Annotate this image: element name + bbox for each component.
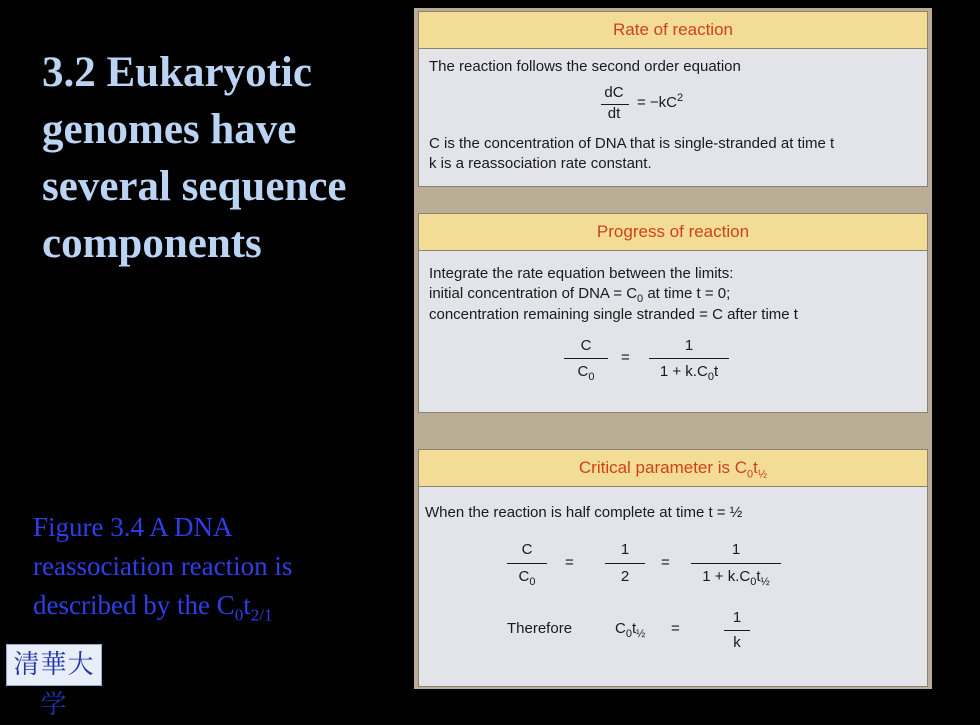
rate-eq-rhs-text: = −kC	[637, 94, 678, 111]
caption-t: t	[243, 590, 251, 620]
critical-heading-text: Critical parameter is C	[578, 458, 748, 477]
critical-rhs-bar	[691, 563, 781, 564]
slide-title: 3.2 Eukaryotic genomes have several sequence components	[42, 49, 347, 267]
critical-heading-t: t	[753, 458, 758, 477]
critical-frac-num: C	[521, 541, 533, 558]
final-num: 1	[732, 609, 742, 626]
critical-rhs-den-sub: 0	[750, 576, 757, 588]
c0t-expression	[615, 620, 645, 640]
progress-rhs-den-tail: t	[713, 363, 719, 380]
c0t-tsub: ½	[636, 628, 646, 640]
c0t-equals: =	[671, 620, 680, 637]
progress-rhs-den	[649, 363, 729, 383]
panel-critical-parameter	[418, 449, 928, 687]
critical-frac-bar	[507, 563, 547, 564]
panel-rate-of-reaction	[418, 11, 928, 187]
figure-caption	[33, 508, 373, 634]
critical-rhs-den-tail: t	[756, 568, 761, 585]
critical-heading-sub: 0	[747, 468, 754, 481]
critical-half-num: 1	[620, 541, 630, 558]
c0t-label: C	[615, 620, 626, 637]
progress-frac-den-sub: 0	[588, 371, 595, 383]
progress-frac-bar	[564, 358, 608, 359]
critical-half-den: 2	[620, 568, 630, 585]
critical-rhs-num: 1	[731, 541, 741, 558]
panel-rate-heading: Rate of reaction	[419, 12, 927, 49]
panel-progress-heading: Progress of reaction	[419, 214, 927, 251]
def-c: C is the concentration of DNA that is single-stranded at time t	[429, 135, 835, 152]
rate-eq-rhs	[637, 92, 683, 111]
progress-frac-den	[564, 363, 608, 383]
critical-frac-den-text: C	[518, 568, 530, 585]
progress-frac-num: C	[580, 337, 592, 354]
progress-line-2	[429, 285, 730, 305]
rate-intro: The reaction follows the second order equation	[429, 58, 741, 75]
rate-eq-exponent: 2	[677, 92, 684, 104]
progress-rhs-den-text: 1 + k.C	[659, 363, 708, 380]
rate-eq-numerator: dC	[604, 84, 624, 101]
critical-line-1: When the reaction is half complete at time t = ½	[425, 504, 743, 521]
final-bar	[724, 630, 750, 631]
progress-line-2-sub: 0	[637, 293, 644, 305]
reassociation-figure	[414, 8, 932, 689]
critical-rhs-den	[691, 568, 781, 588]
caption-sub-half: 2/1	[250, 605, 273, 625]
progress-line-3: concentration remaining single stranded = C after time t	[429, 306, 798, 323]
progress-line-2-text: initial concentration of DNA = C	[429, 285, 638, 302]
progress-rhs-den-sub: 0	[707, 371, 714, 383]
rate-eq-denominator: dt	[607, 105, 621, 122]
progress-line-2-tail: at time t = 0;	[643, 285, 731, 302]
progress-line-1: Integrate the rate equation between the limits:	[429, 265, 734, 282]
critical-half-bar	[605, 563, 645, 564]
critical-rhs-den-tsub: ½	[760, 576, 770, 588]
caption-sub-zero: 0	[234, 605, 244, 625]
critical-heading-tsub: ½	[757, 468, 768, 481]
c0t-sub: 0	[625, 628, 632, 640]
tsinghua-logo: 清華大学	[6, 644, 102, 686]
progress-rhs-num: 1	[684, 337, 694, 354]
critical-equals-1: =	[565, 554, 574, 571]
critical-rhs-den-text: 1 + k.C	[702, 568, 751, 585]
critical-frac-den-sub: 0	[529, 576, 536, 588]
progress-equals: =	[621, 349, 630, 366]
critical-frac-den	[507, 568, 547, 588]
progress-frac-den-text: C	[577, 363, 589, 380]
def-k: k is a reassociation rate constant.	[429, 155, 652, 172]
panel-progress-of-reaction	[418, 213, 928, 413]
therefore-label: Therefore	[507, 620, 573, 637]
c0t-t: t	[631, 620, 637, 637]
progress-rhs-bar	[649, 358, 729, 359]
panel-critical-heading	[419, 450, 927, 487]
final-den: k	[733, 634, 741, 651]
critical-equals-2: =	[661, 554, 670, 571]
caption-text: Figure 3.4 A DNA reassociation reaction is described by the C	[33, 512, 293, 620]
